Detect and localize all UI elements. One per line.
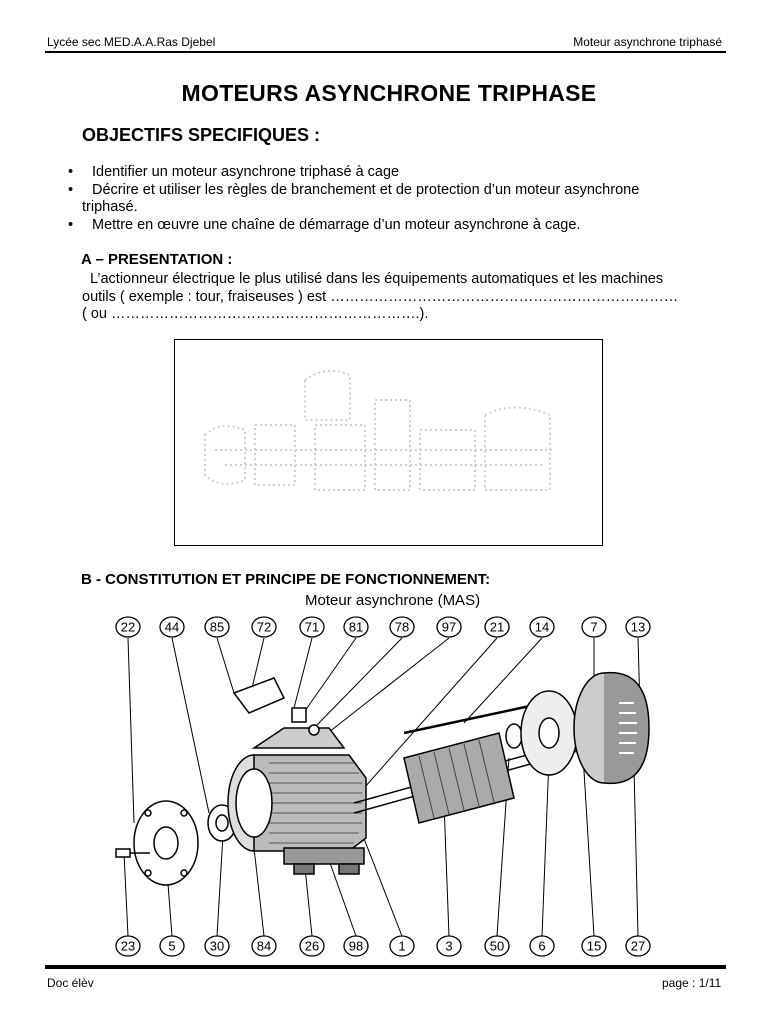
terminal-box: [234, 678, 344, 748]
faint-motor-photo: [175, 340, 601, 544]
callout-number: 84: [256, 938, 272, 954]
callout-number: 78: [394, 619, 410, 635]
objective-text: Mettre en œuvre une chaîne de démarrage d’un moteur asynchrone à cage.: [92, 217, 581, 233]
section-b-heading: B - CONSTITUTION ET PRINCIPE DE FONCTIONNEMENT:: [81, 571, 491, 588]
objective-text: Identifier un moteur asynchrone triphasé à cage: [92, 164, 400, 180]
objectives-heading: OBJECTIFS SPECIFIQUES :: [82, 125, 321, 145]
bottom-callout-labels: [116, 936, 650, 956]
footer-doc-label: Doc élèv: [47, 976, 94, 990]
rear-flange: [506, 691, 577, 775]
callout-number: 27: [630, 938, 646, 954]
section-a-paragraph-line: ( ou ……………………………………………………….).: [82, 306, 429, 322]
objective-text-continued: triphasé.: [82, 199, 138, 215]
callout-number: 81: [348, 619, 364, 635]
presentation-image-frame: [174, 339, 603, 546]
callout-number: 71: [304, 619, 320, 635]
callout-number: 3: [445, 938, 453, 954]
section-a-paragraph-line: outils ( exemple : tour, fraiseuses ) est ………………………………………………………………: [82, 289, 679, 305]
callout-number: 14: [534, 619, 550, 635]
page-title: MOTEURS ASYNCHRONE TRIPHASE: [181, 80, 597, 106]
callout-number: 21: [489, 619, 505, 635]
bullet-dot-icon: •: [68, 164, 74, 180]
front-flange: [134, 801, 198, 885]
motor-caption: Moteur asynchrone (MAS): [305, 592, 481, 609]
callout-number: 13: [630, 619, 646, 635]
footer-page-number: page : 1/11: [662, 976, 722, 990]
motor-exploded-diagram: [104, 608, 664, 968]
header-school: Lycée sec MED.A.A.Ras Djebel: [47, 35, 216, 49]
callout-number: 26: [304, 938, 320, 954]
fan-cover: [574, 673, 649, 784]
callout-number: 23: [120, 938, 136, 954]
callout-number: 44: [164, 619, 180, 635]
top-callout-labels: [116, 617, 650, 637]
footer-divider: [45, 965, 726, 969]
leader-lines: [124, 638, 640, 936]
callout-number: 1: [398, 938, 406, 954]
callout-number: 22: [120, 619, 136, 635]
callout-number: 72: [256, 619, 272, 635]
callout-number: 15: [586, 938, 602, 954]
bullet-dot-icon: •: [68, 217, 74, 233]
callout-number: 5: [168, 938, 176, 954]
callout-number: 7: [590, 619, 598, 635]
bullet-dot-icon: •: [68, 182, 74, 198]
callout-number: 30: [209, 938, 225, 954]
callout-number: 97: [441, 619, 457, 635]
callout-number: 50: [489, 938, 505, 954]
callout-number: 98: [348, 938, 364, 954]
section-a-heading: A – PRESENTATION :: [81, 251, 233, 268]
header-subject: Moteur asynchrone triphasé: [573, 35, 722, 49]
stator-housing: [228, 755, 366, 874]
header-divider: [45, 51, 726, 53]
callout-number: 85: [209, 619, 225, 635]
section-a-paragraph-line: L’actionneur électrique le plus utilisé dans les équipements automatiques et les machines: [90, 271, 664, 287]
callout-number: 6: [538, 938, 546, 954]
objective-text: Décrire et utiliser les règles de branchement et de protection d’un moteur asynchrone: [92, 182, 640, 198]
